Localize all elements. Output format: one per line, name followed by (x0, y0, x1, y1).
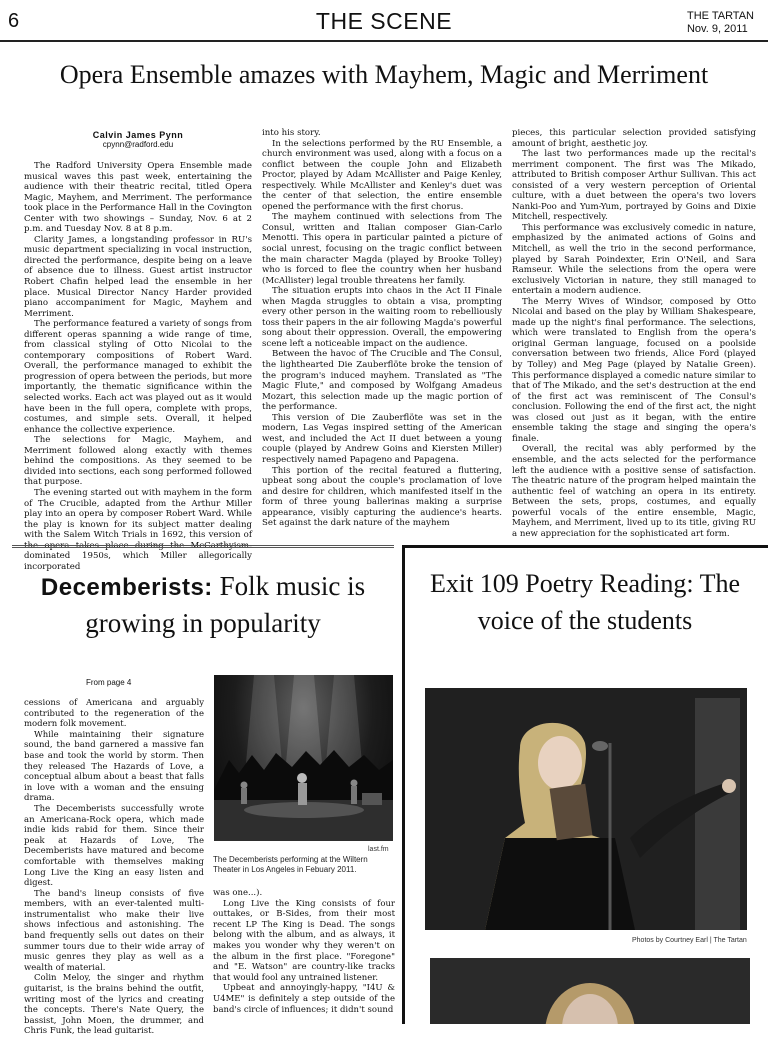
paragraph: The Merry Wives of Windsor, composed by Otto Nicolai and based on the play by William Shakespeare, made up the night's final performance. The selections, which were translated to English from the opera's original German language, focused on a poolside conversation between two friends, Alice Ford (played by Tolley) and Meg Page (played by Natalie Green). This performance displayed a comedic nature similar to that of The Mikado, and the set's destruction at the end of the first act was reminiscent of The Consul's conclusion. Following the end of the first act, the night was closed out just as it began, with the entire ensemble taking the stage and singing the opera's finale. (512, 296, 756, 444)
paragraph: The performance featured a variety of songs from different operas spanning a wide range of time, from classical styling of Otto Nicolai to the contemporary compositions of Robert Ward. Overall, the performance managed to exhibit the progression of opera between the periods, but more importantly, the thematic significance within the selected works. Each act was played out as it would have been in the full opera, complete with props, costumes, and simple sets. Overall, it helped enhance the collective experience. (24, 319, 252, 435)
poetry-reader-illustration (425, 688, 747, 930)
poetry-reader-photo (425, 688, 747, 930)
second-photo-illustration (430, 958, 750, 1024)
section-title: THE SCENE (315, 8, 453, 34)
paragraph: The Radford University Opera Ensemble made musical waves this past week, entertaining the audience with their theatric recital, titled Opera Magic, Mayhem, and Merriment. The performance took place in the Performance Hall in the Covington Center with two showings – Sunday, Nov. 6 at 2 p.m. and Tuesday Nov. 8 at 8 p.m. (24, 161, 252, 235)
paragraph: The evening started out with mayhem in the form of The Crucible, adapted from the Arthur Miller play into an opera by composer Robert Ward. While the play is known for its subject matter dealing with the Salem Witch Trials in 1692, this version of the opera takes place during the McCarthyism-dominated 1950s, which Miller allegorically incorporated (24, 487, 252, 572)
section-divider (12, 545, 394, 548)
paper-masthead (687, 10, 754, 36)
paragraph: This portion of the recital featured a fluttering, upbeat song about the couple's proclamation of love and desire for children, which manifested itself in the form of three young ballerinas making a surprise appearance, visibly capturing the audience's hearts. Set against the dark nature of the mayhem (262, 465, 502, 529)
paper-name: THE TARTAN (686, 10, 754, 22)
poetry-second-photo (430, 958, 750, 1024)
paragraph: The selections for Magic, Mayhem, and Merriment followed along exactly with themes behind the compositions. As they seemed to be divided into sections, each song performed followed that purpose. (24, 435, 252, 488)
byline: Calvin James Pynn (92, 130, 184, 140)
decemberists-concert-photo (214, 675, 393, 841)
photo-credit: last.fm (368, 846, 389, 853)
paragraph: Upbeat and annoyingly-happy, "I4U & U4ME" is definitely a step outside of the band's circle of influences; it didn't sound (213, 983, 395, 1015)
paragraph: The band's lineup consists of five members, with an ever-talented multi-instrumentalist who make their live shows infectious and astonishing. The band frequently sells out dates on their summer tours due to their wide array of music genres they play as well as a wealth of material. (24, 888, 204, 973)
paragraph: The Decemberists successfully wrote an Americana-Rock opera, which made indie kids rabid for them. Since their peak at Hazards of Love, The Decemberists have matured and become comfortable with themselves making Long Live the King an easy listen and digest. (24, 803, 204, 889)
decemberists-column-2 (213, 888, 395, 1015)
concert-stage-illustration (214, 675, 393, 841)
paragraph: This version of Die Zauberflöte was set in the modern, Las Vegas inspired setting of the American west, and included the Act II duet between a young couple (played by Andrew Goins and Kiersten Miller) respectively named Papageno and Papagena. (262, 412, 502, 465)
paragraph: Between the havoc of The Crucible and The Consul, the lighthearted Die Zauberflöte broke the tension of the program's induced mayhem. Translated as "The Magic Flute," and composed by Wolfgang Amadeus Mozart, this selection made up the magic portion of the performance. (262, 349, 502, 413)
paragraph: pieces, this particular selection provided satisfying amount of bright, aesthetic joy. (512, 128, 756, 149)
paragraph: was one...). (213, 888, 263, 898)
continued-from-label: From page 4 (86, 678, 132, 687)
decemberists-headline (12, 568, 394, 642)
paragraph: The last two performances made up the recital's merriment component. The first was The Mikado, attributed to British composer Arthur Sullivan. This act consisted of a very western perception of Oriental culture, with a duet between the opera's two lovers Nanki-Poo and Yum-Yum, portrayed by Goins and Dixie Mitchell, respectively. (512, 149, 756, 223)
paragraph: into his story. (262, 128, 321, 138)
paragraph: The mayhem continued with selections from The Consul, written and Italian composer Gian-Carlo Menotti. This opera in particular painted a picture of social unrest, focusing on the tragic conflict between the main character Magda (played by Brooke Tolley) who is forced to flee the country when her husband (McAllister) legal trouble threatens her family. (262, 212, 502, 286)
page-header (0, 0, 768, 42)
poetry-headline: Exit 109 Poetry Reading: The voice of the students (429, 569, 741, 635)
paragraph: Colin Meloy, the singer and rhythm guitarist, is the brains behind the outfit, writing most of the lyrics and creating the concepts. There's Nate Query, the bassist, John Moen, the drummer, and Chris Funk, the lead guitarist. (24, 973, 204, 1037)
paragraph: Overall, the recital was ably performed by the ensemble, and the acts selected for the performance left the audience with a positive sense of satisfaction. The theatric nature of the program helped maintain the authentic feel of watching an opera in its entirety. Between the sets, props, costumes, and equally powerful vocals of the entire ensemble, Magic, Mayhem, and Merriment, lived up to its title, giving RU a new appreciation for the sophisticated art form. (512, 444, 756, 539)
author-email[interactable]: cpynn@radford.edu (102, 140, 174, 149)
paragraph: This performance was exclusively comedic in nature, emphasized by the animated actions of Goins and Mitchell, as well the trio in the second performance, played by Sarah Poindexter, Erin O'Neil, and Sara Ramseur. While the selections from the opera were exclusively Victorian in nature, they still managed to entertain a modern audience. (512, 222, 756, 297)
opera-column-2 (262, 128, 502, 529)
paragraph: In the selections performed by the RU Ensemble, a church environment was used, along with a focus on a conflict between the couple John and Elizabeth Proctor, played by Adam McAllister and Paige Kenley, respectively. While McAllister and Kenley's duet was the center of that selection, the entire ensemble opened the performance with the first chorus. (262, 138, 502, 212)
paragraph: Clarity James, a longstanding professor in RU's music department specializing in vocal instruction, directed the performance, despite being on a leave of absence due to illness. Guest artist instructor Robert Chafin helped lead the ensemble in her place. Musical Director Nancy Harder provided piano accompaniment for Magic, Mayhem and Merriment. (24, 234, 252, 319)
paragraph: Long Live the King consists of four outtakes, or B-Sides, from their most recent LP The King is Dead. The songs belong with the album, and as always, it makes you wonder why they weren't on the album in the first place. "Foregone" and "E. Watson" are country-like tracks that would fool any untrained listener. (213, 898, 395, 983)
opera-column-1 (24, 128, 252, 572)
poetry-photo-credit: Photos by Courtney Earl | The Tartan (632, 937, 747, 944)
decemberists-column-1 (24, 698, 204, 1037)
issue-date: Nov. 9, 2011 (686, 23, 748, 35)
paragraph: cessions of Americana and arguably contributed to the regeneration of the modern folk movement. (24, 698, 204, 730)
page-number: 6 (8, 10, 20, 32)
headline-rest: Folk music is growing in popularity (85, 571, 366, 638)
opera-column-3 (512, 128, 756, 539)
paragraph: While maintaining their signature sound, the band garnered a massive fan base and took the world by storm. Then they released The Hazards of Love, a conceptual album about a beast that falls in love with a woman and the ensuing drama. (24, 729, 204, 804)
opera-headline: Opera Ensemble amazes with Mayhem, Magic and Merriment (59, 60, 709, 89)
photo-caption: The Decemberists performing at the Wiltern Theater in Los Angeles in Febuary 2011. (213, 855, 368, 874)
headline-lead: Decemberists: (40, 574, 213, 601)
paragraph: The situation erupts into chaos in the Act II Finale when Magda struggles to obtain a visa, prompting every other person in the waiting room to rebelliously toss their papers in the air following Magda's powerful song about their oppression. Overall, the empowering scene left a noticeable impact on the audience. (262, 286, 502, 349)
